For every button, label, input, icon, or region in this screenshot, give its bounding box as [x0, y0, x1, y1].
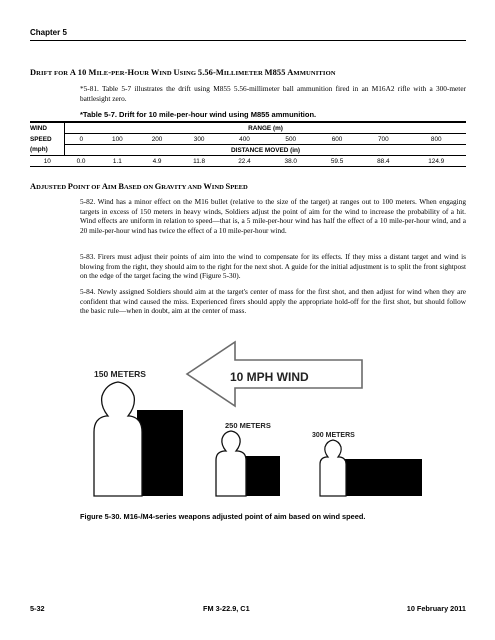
- target-300-silhouette: [320, 440, 346, 496]
- target-300-meters: [320, 440, 422, 496]
- paragraph-5-81: *5-81. Table 5-7 illustrates the drift using M855 5.56-millimeter ball ammunition fired in an M16A2 rifle with a 300-meter battlesight zero.: [80, 84, 466, 103]
- table-range-cell: 600: [314, 134, 360, 145]
- table-value-cell: 1.1: [98, 156, 138, 167]
- table-value-cell: 0.0: [65, 156, 98, 167]
- table-range-cell: 300: [177, 134, 221, 145]
- section-title-drift: DRIFT FOR A 10 MILE-PER-HOUR WIND USING 5.56-MILLIMETER M855 AMMUNITION: [30, 68, 336, 77]
- section-title-adjusted-aim: ADJUSTED POINT OF AIM BASED ON GRAVITY AND WIND SPEED: [30, 182, 248, 191]
- figure-caption: Figure 5-30. M16-/M4-series weapons adjusted point of aim based on wind speed.: [80, 512, 366, 521]
- target-150-silhouette: [94, 382, 142, 496]
- drift-table: [30, 121, 466, 167]
- chapter-header: Chapter 5: [30, 28, 67, 37]
- table-value-cell: 4.9: [137, 156, 177, 167]
- header-rule: [30, 40, 466, 41]
- target-250-meters: [216, 431, 280, 496]
- footer-page-number: 5-32: [30, 604, 45, 613]
- table-caption: *Table 5-7. Drift for 10 mile-per-hour wind using M855 ammunition.: [80, 110, 317, 119]
- target-150-meters: [94, 382, 183, 496]
- paragraph-5-84: 5-84. Newly assigned Soldiers should aim at the target's center of mass for the first shot, and then adjust for wind when they are confident that wind caused the miss. Experienced firers should apply the appropriate hold-off for the first shot, but should follow the basic rule—when in doubt, aim at the center of mass.: [80, 287, 466, 316]
- table-value-cell: 11.8: [177, 156, 221, 167]
- paragraph-5-82: 5-82. Wind has a minor effect on the M16 bullet (relative to the size of the target) at ranges out to 100 meters. When engaging targets in excess of 150 meters in heavy winds, Soldiers adjust the point of aim for the wind to increase the probability of a hit. Wind effects are uniform in relation to speed—that is, a 5 mile-per-hour wind has half the effect of a 10 mile-per-hour wind, and a 20 mile-per-hour wind has twice the effect of a 10 mile-per-hour wind.: [80, 197, 466, 235]
- paragraph-5-83: 5-83. Firers must adjust their points of aim into the wind to compensate for its effects. If they miss a distant target and wind is blowing from the right, they should aim to the right for the next shot. A guide for the initial adjustment is to split the front sightpost on the edge of the target facing the wind (Figure 5-30).: [80, 252, 466, 281]
- target-250-silhouette: [216, 431, 246, 496]
- footer-date: 10 February 2011: [406, 604, 466, 613]
- table-value-cell: 124.9: [406, 156, 466, 167]
- table-range-cell: 200: [137, 134, 177, 145]
- table-value-cell: 88.4: [360, 156, 406, 167]
- label-300-meters: 300 METERS: [312, 432, 355, 439]
- target-300-aim-block: [342, 459, 422, 496]
- table-range-header: RANGE (m): [65, 122, 467, 134]
- table-value-cell: 59.5: [314, 156, 360, 167]
- table-value-cell: 22.4: [221, 156, 267, 167]
- label-150-meters: 150 METERS: [94, 369, 146, 379]
- wind-label: 10 MPH WIND: [230, 370, 309, 384]
- wind-aim-figure: [80, 334, 435, 499]
- table-range-cell: 800: [406, 134, 466, 145]
- table-distance-header: DISTANCE MOVED (in): [65, 145, 467, 156]
- table-range-cell: 0: [65, 134, 98, 145]
- table-wind-header-2: SPEED: [30, 135, 52, 143]
- table-value-cell: 38.0: [268, 156, 314, 167]
- table-range-cell: 100: [98, 134, 138, 145]
- table-wind-value: 10: [30, 156, 65, 167]
- table-range-cell: 500: [268, 134, 314, 145]
- table-range-cell: 700: [360, 134, 406, 145]
- table-wind-header-1: WIND: [30, 122, 65, 134]
- footer-document-id: FM 3-22.9, C1: [203, 604, 250, 613]
- table-wind-header-3: (mph): [30, 145, 65, 156]
- table-range-cell: 400: [221, 134, 267, 145]
- label-250-meters: 250 METERS: [225, 421, 271, 430]
- target-150-aim-block: [137, 410, 183, 496]
